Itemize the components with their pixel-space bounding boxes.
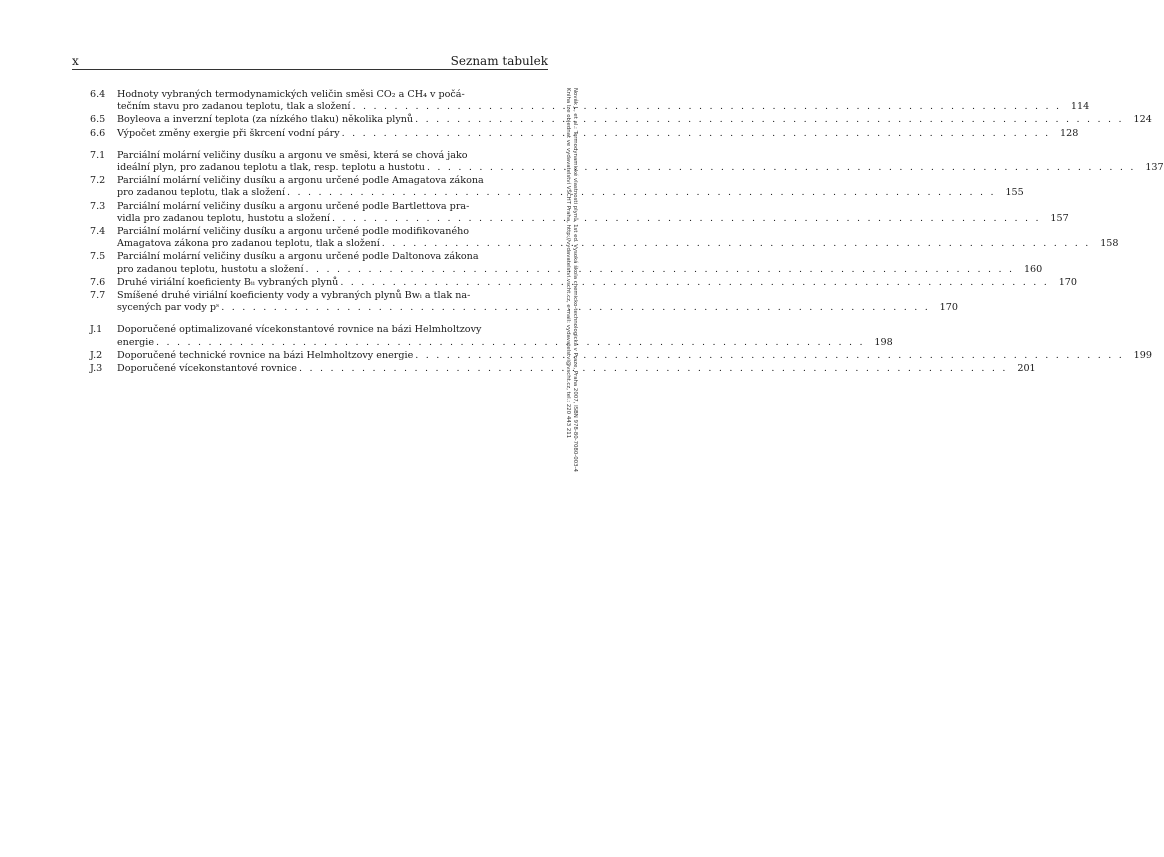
list-item [90,127,1079,140]
entry-number: 7.1 [90,149,106,161]
dot-leader: . . . . . . . . . . . . . . . . . . . . . . . . . . . . . . . . . . . . . . . . . . . . . . . . . . . . . . . . . . . . . . . . . . . . [332,212,1041,224]
dot-leader: . . . . . . . . . . . . . . . . . . . . . . . . . . . . . . . . . . . . . . . . . . . . . . . . . . . . . . . . . . . . . . . . . . . . [340,276,1050,288]
dot-leader: . . . . . . . . . . . . . . . . . . . . . . . . . . . . . . . . . . . . . . . . . . . . . . . . . . . . . . . . . . . . . . . . . . . . [221,302,930,314]
entry-caption-line: energie [117,336,155,348]
entry-page-number: 155 [1005,187,1024,199]
entry-caption-line: ideální plyn, pro zadanou teplotu a tlak, resp. teplotu a hustotu [117,162,425,174]
side-note-line-1: Novák J., et al.: Termodynamické vlastnosti plynů, 1st ed. Vysoká škola chemicko-technologická v Praze, Praha 2007, ISBN 978-80-7080-003-4 [572,88,578,472]
entry-caption-line: tečním stavu pro zadanou teplotu, tlak a složení [117,101,351,113]
entry-page-number: 128 [1060,127,1079,139]
entry-page-number: 170 [939,302,958,314]
list-item [90,226,1119,250]
entry-number: J.3 [90,363,103,375]
entry-caption-line: Doporučené vícekonstantové rovnice [117,363,297,375]
entry-caption-line: Boyleova a inverzní teplota (za nízkého tlaku) několika plynů [117,114,414,126]
list-item [90,251,1043,275]
entry-page-number: 114 [1070,101,1090,113]
entry-caption-line: Parciální molární veličiny dusíku a argonu určené podle Amagatova zákona [117,175,484,187]
entry-caption-line: Výpočet změny exergie při škrcení vodní páry [117,127,340,139]
side-copyright-note [566,88,578,648]
entry-caption-line: Parciální molární veličiny dusíku a argonu určené podle Daltonova zákona [117,251,479,263]
entry-caption-line: Hodnoty vybraných termodynamických veličin směsi CO₂ a CH₄ v počá- [117,89,465,100]
side-note-line-2: Kniha lze objednat ve vydavatelství VŠCHT Praha, http://vydavatelstvi.vscht.cz, e-mail: vydavatelstvi@vscht.cz, tel.: 220 443 211 [564,88,571,439]
dot-leader: . . . . . . . . . . . . . . . . . . . . . . . . . . . . . . . . . . . . . . . . . . . . . . . . . . . . . . . . . . . . . . . . . . . . [298,363,1008,375]
entry-caption-line: sycených par vody pˢ [117,302,220,314]
entry-page-number: 201 [1017,363,1036,375]
list-item [90,200,1069,225]
entry-number: 7.7 [90,290,106,302]
dot-leader: . . . . . . . . . . . . . . . . . . . . . . . . . . . . . . . . . . . . . . . . . . . . . . . . . . . . . . . . . . . . . . . . . . . . [415,349,1124,361]
list-item [90,149,1164,174]
entry-number: J.1 [90,324,103,336]
entry-page-number: 124 [1133,114,1152,126]
entry-caption-line: Doporučené technické rovnice na bázi Helmholtzovy energie [117,349,414,361]
entry-page-number: 160 [1023,263,1043,275]
entry-caption-line: pro zadanou teplotu, hustotu a složení [117,263,304,275]
entry-caption-line: Parciální molární veličiny dusíku a argonu ve směsi, která se chová jako [117,149,468,161]
dot-leader: . . . . . . . . . . . . . . . . . . . . . . . . . . . . . . . . . . . . . . . . . . . . . . . . . . . . . . . . . . . . . . . . . . . . [287,187,996,199]
dot-leader: . . . . . . . . . . . . . . . . . . . . . . . . . . . . . . . . . . . . . . . . . . . . . . . . . . . . . . . . . . . . . . . . . . . . [415,114,1124,126]
page-number: x [72,54,79,68]
entry-number: 6.4 [90,89,106,100]
entry-caption-line: Doporučené optimalizované vícekonstantové rovnice na bázi Helmholtzovy [117,324,482,336]
list-item [90,363,1036,375]
entry-caption-line: Druhé viriální koeficienty Bᵢᵢ vybraných plynů [117,276,339,288]
entry-page-number: 170 [1058,276,1078,288]
dot-leader: . . . . . . . . . . . . . . . . . . . . . . . . . . . . . . . . . . . . . . . . . . . . . . . . . . . . . . . . . . . . . . . . . . . . [352,101,1062,113]
entry-caption-line: pro zadanou teplotu, tlak a složení [117,187,286,199]
dot-leader: . . . . . . . . . . . . . . . . . . . . . . . . . . . . . . . . . . . . . . . . . . . . . . . . . . . . . . . . . . . . . . . . . . . . [426,162,1136,174]
list-item [90,175,1024,199]
dot-leader: . . . . . . . . . . . . . . . . . . . . . . . . . . . . . . . . . . . . . . . . . . . . . . . . . . . . . . . . . . . . . . . . . . . . [305,263,1015,275]
dot-leader: . . . . . . . . . . . . . . . . . . . . . . . . . . . . . . . . . . . . . . . . . . . . . . . . . . . . . . . . . . . . . . . . . . . . [381,238,1091,250]
list-item [90,114,1152,126]
entry-page-number: 198 [874,336,893,348]
entry-page-number: 199 [1133,349,1152,361]
entry-caption-line: Parciální molární veličiny dusíku a argonu určené podle modifikovaného [117,226,470,238]
header-rule [72,69,548,70]
entry-caption-line: Parciální molární veličiny dusíku a argonu určené podle Bartlettova pra- [117,200,470,212]
entry-number: 6.5 [90,114,106,126]
running-header [72,54,548,70]
entry-number: J.2 [90,349,103,361]
entry-page-number: 158 [1100,238,1119,250]
dot-leader: . . . . . . . . . . . . . . . . . . . . . . . . . . . . . . . . . . . . . . . . . . . . . . . . . . . . . . . . . . . . . . . . . . . . [156,336,865,348]
entry-number: 7.4 [90,226,106,238]
list-item [90,324,893,348]
entry-number: 7.5 [90,251,106,263]
entry-page-number: 137 [1145,162,1164,174]
entry-page-number: 157 [1050,212,1069,224]
entry-caption-line: Smíšené druhé viriální koeficienty vody a vybraných plynů Bwᵢ a tlak na- [117,290,471,302]
list-item [90,349,1152,362]
running-title: Seznam tabulek [450,54,548,68]
entry-number: 6.6 [90,127,106,139]
entry-caption-line: Amagatova zákona pro zadanou teplotu, tlak a složení [117,238,380,250]
entry-caption-line: vidla pro zadanou teplotu, hustotu a složení [117,212,331,224]
dot-leader: . . . . . . . . . . . . . . . . . . . . . . . . . . . . . . . . . . . . . . . . . . . . . . . . . . . . . . . . . . . . . . . . . . . . [341,127,1051,139]
entry-number: 7.3 [90,200,106,212]
list-item [90,89,1090,113]
entry-number: 7.6 [90,276,106,288]
list-item [90,290,958,314]
entry-number: 7.2 [90,175,106,187]
list-item [90,276,1078,289]
